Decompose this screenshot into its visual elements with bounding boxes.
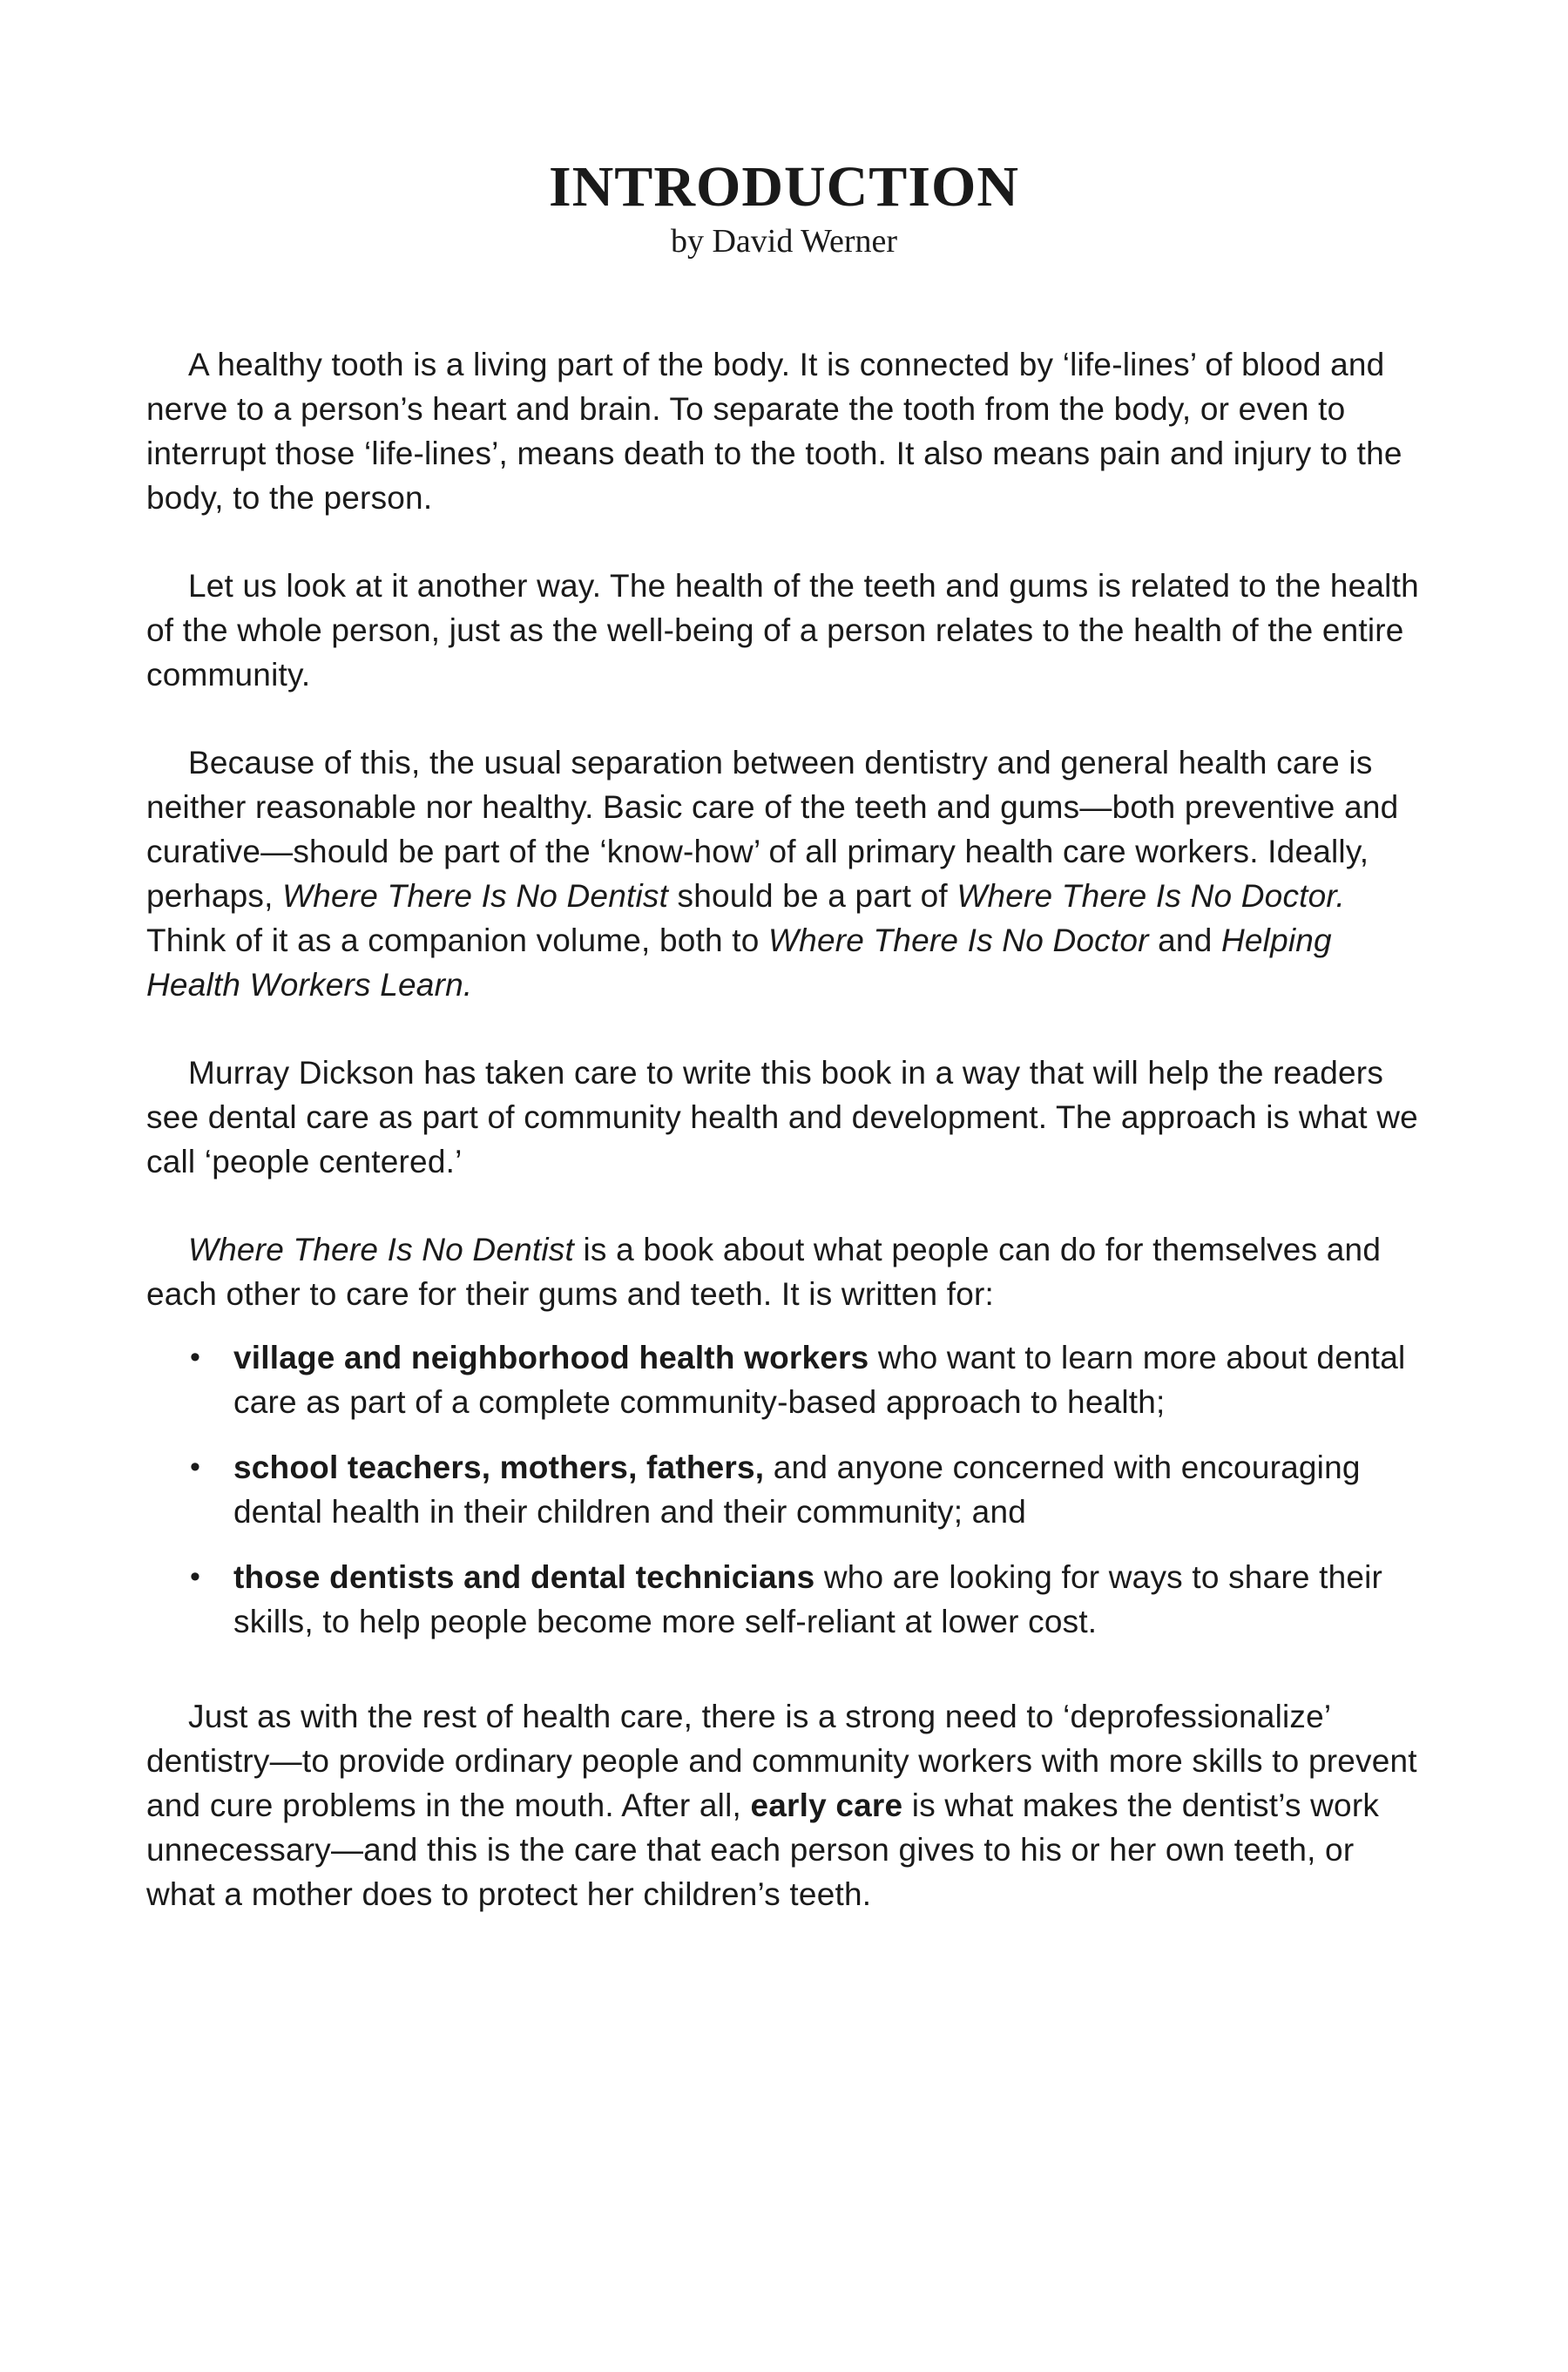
- audience-label: village and neighborhood health workers: [233, 1340, 869, 1375]
- author-byline: by David Werner: [670, 223, 898, 260]
- audience-description: and anyone concerned with encouraging dental health in their children and their community; and: [233, 1450, 1361, 1530]
- audience-description: who are looking for ways to share their skills, to help people become more self-reliant at lower cost.: [233, 1559, 1383, 1639]
- list-item: [190, 1335, 1427, 1424]
- paragraph-text: Just as with the rest of health care, there is a strong need to ‘deprofessionalize’ dentistry—to provide ordinary people and community workers with more skills to prevent and cure problems in the mouth. After all,: [146, 1699, 1417, 1823]
- page-title: INTRODUCTION: [548, 155, 1020, 219]
- audience-label: those dentists and dental technicians: [233, 1559, 815, 1595]
- bullet-icon: •: [190, 1560, 201, 1593]
- bullet-icon: •: [190, 1450, 201, 1483]
- book-title: Where There Is No Doctor: [768, 922, 1149, 958]
- paragraph-text: A healthy tooth is a living part of the body. It is connected by ‘life-lines’ of blood and nerve to a person’s heart and brain. To separate the tooth from the body, or even to interrupt those ‘life-lines’, means death to the tooth. It also means pain and injury to the body, to the person.: [146, 347, 1402, 516]
- paragraph-healthy-tooth: [146, 342, 1427, 520]
- audience-label: school teachers, mothers, fathers,: [233, 1450, 765, 1485]
- body-text: [146, 342, 1427, 1960]
- emphasis-early-care: early care: [750, 1787, 903, 1823]
- list-item: [190, 1445, 1427, 1534]
- paragraph-text: should be a part of: [668, 878, 957, 914]
- book-title: Where There Is No Dentist: [282, 878, 669, 914]
- paragraph-text: is a book about what people can do for themselves and each other to care for their gums and teeth. It is written for:: [146, 1232, 1382, 1312]
- paragraph-murray-dickson: [146, 1051, 1427, 1184]
- paragraph-text: and: [1148, 922, 1221, 958]
- paragraph-text: Because of this, the usual separation between dentistry and general health care is neither reasonable nor healthy. Basic care of the teeth and gums—both preventive and curative—should be part of the ‘know-how’ of all primary health care workers. Ideally, perhaps,: [146, 745, 1399, 914]
- bullet-icon: •: [190, 1341, 201, 1374]
- paragraph-text: Think of it as a companion volume, both to: [146, 922, 769, 958]
- audience-list: [146, 1335, 1427, 1644]
- paragraph-separation: [146, 740, 1427, 1007]
- paragraph-written-for: [146, 1227, 1427, 1316]
- book-title: Where There Is No Doctor.: [956, 878, 1346, 914]
- paragraph-deprofessionalize: [146, 1694, 1427, 1916]
- paragraph-text: is what makes the dentist’s work unnecessary—and this is the care that each person gives to his or her own teeth, or what a mother does to protect her children’s teeth.: [146, 1787, 1380, 1912]
- book-title: Where There Is No Dentist: [188, 1232, 574, 1267]
- audience-description: who want to learn more about dental care as part of a complete community-based approach to health;: [233, 1340, 1406, 1420]
- paragraph-text: Let us look at it another way. The health of the teeth and gums is related to the health of the whole person, just as the well-being of a person relates to the health of the entire community.: [146, 568, 1419, 693]
- paragraph-text: Murray Dickson has taken care to write this book in a way that will help the readers see dental care as part of community health and development. The approach is what we call ‘people centered.’: [146, 1055, 1418, 1179]
- list-item: [190, 1555, 1427, 1644]
- paragraph-another-way: [146, 564, 1427, 697]
- book-title: Helping Health Workers Learn.: [146, 922, 1332, 1003]
